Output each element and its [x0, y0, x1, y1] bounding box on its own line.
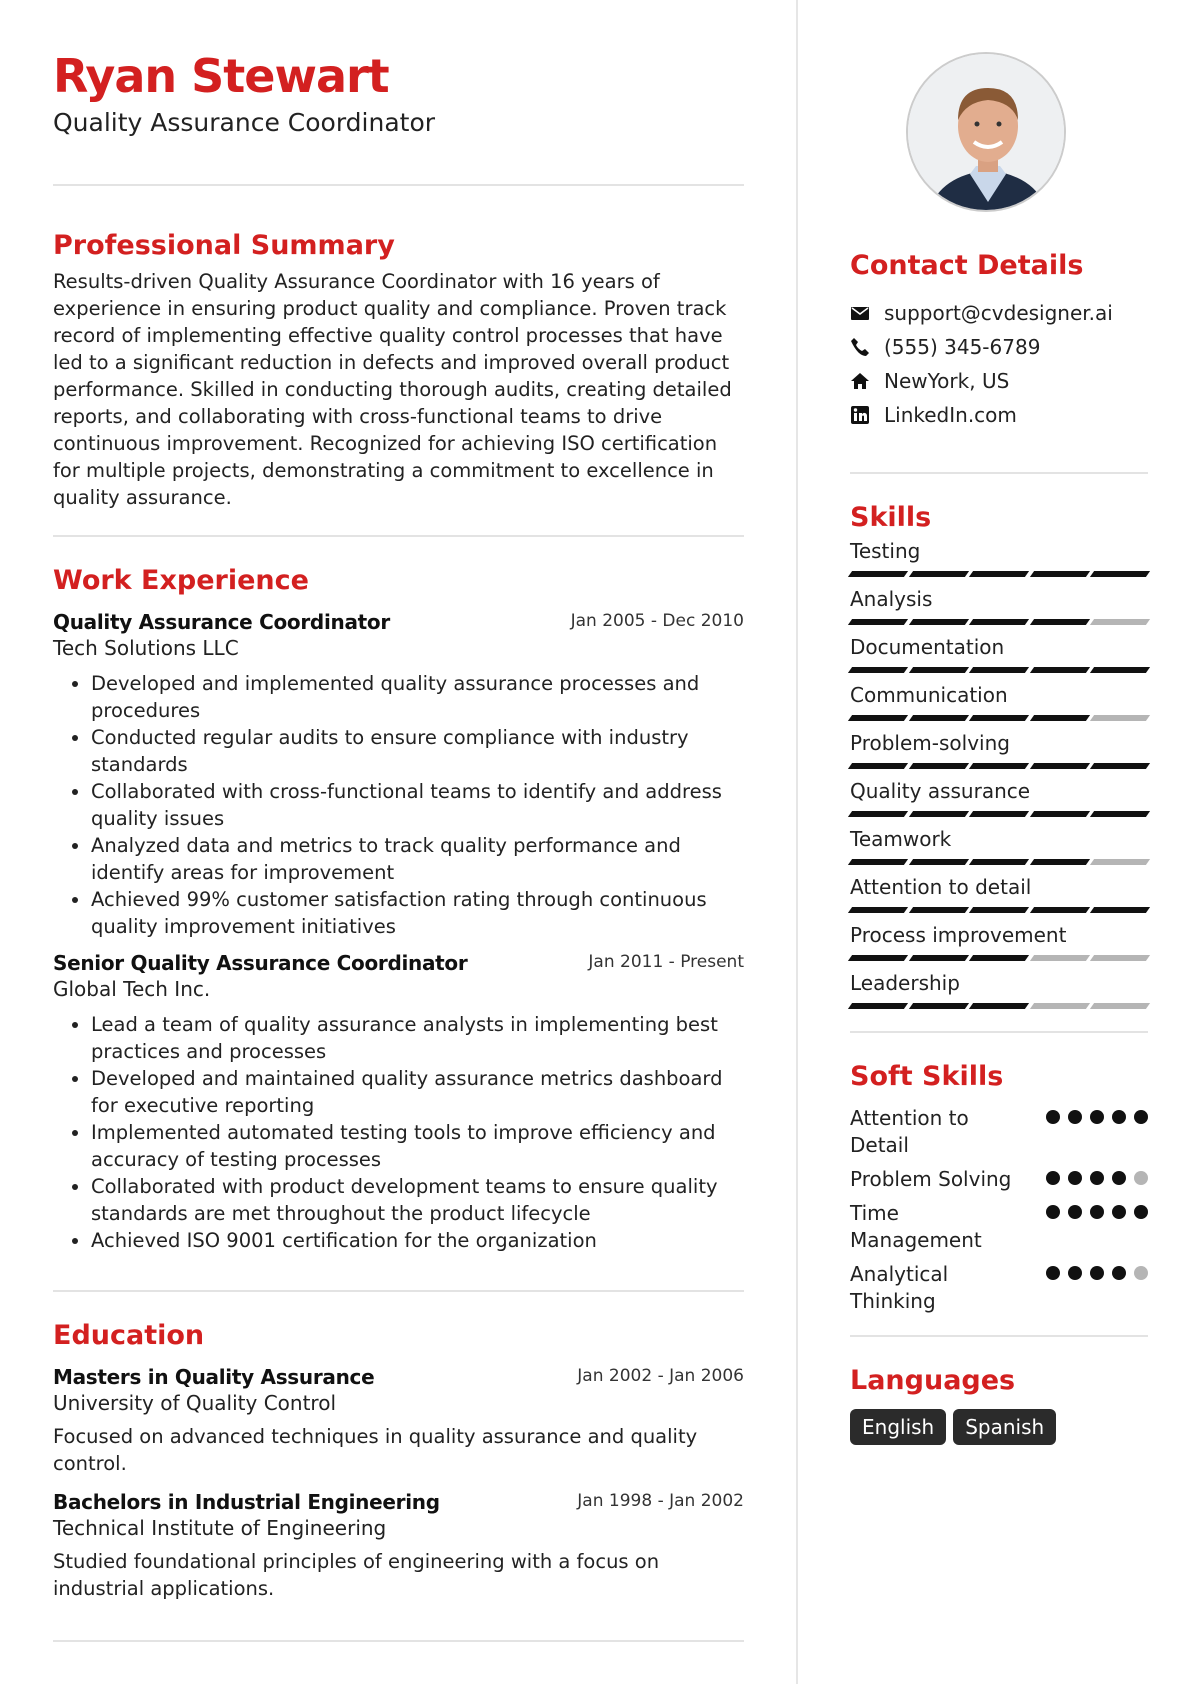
- list-item: • Lead a team of quality assurance analysts in implementing best practices and processes: [91, 1011, 744, 1065]
- education-entry: [53, 1364, 744, 1477]
- rating-dot: [1090, 1266, 1104, 1280]
- rating-dot: [1112, 1266, 1126, 1280]
- skill-item: [850, 538, 1148, 577]
- skill-level-segment: [1030, 763, 1090, 769]
- rating-dot: [1068, 1171, 1082, 1185]
- job-title: Quality Assurance Coordinator: [53, 610, 390, 634]
- skill-level-segment: [1090, 667, 1150, 673]
- skill-level-segment: [1090, 619, 1150, 625]
- job-company: Tech Solutions LLC: [53, 636, 239, 660]
- skill-level-segment: [969, 619, 1029, 625]
- soft-skill-name: Analytical Thinking: [850, 1262, 949, 1313]
- skill-level-segment: [1090, 571, 1150, 577]
- linkedin-icon: [850, 405, 870, 425]
- skill-name: Leadership: [850, 971, 960, 995]
- skill-item: [850, 730, 1148, 769]
- job-title: Senior Quality Assurance Coordinator: [53, 951, 468, 975]
- phone-text: (555) 345-6789: [884, 335, 1041, 359]
- rating-dot: [1046, 1205, 1060, 1219]
- rating-dot: [1112, 1110, 1126, 1124]
- language-badge: Spanish: [953, 1409, 1056, 1445]
- skill-item: [850, 682, 1148, 721]
- skill-level-segment: [969, 571, 1029, 577]
- job-entry: [53, 950, 744, 1254]
- skill-level-segment: [908, 763, 968, 769]
- skill-level-segment: [908, 619, 968, 625]
- rating-dot: [1090, 1110, 1104, 1124]
- rating-dot: [1046, 1266, 1060, 1280]
- skill-name: Process improvement: [850, 923, 1067, 947]
- list-item: • Implemented automated testing tools to improve efficiency and accuracy of testing processes: [91, 1119, 744, 1173]
- location-text: NewYork, US: [884, 369, 1010, 393]
- list-item: • Collaborated with product development teams to ensure quality standards are met throughout the product lifecycle: [91, 1173, 744, 1227]
- email-text: support@cvdesigner.ai: [884, 301, 1113, 325]
- soft-skill-item: [850, 1105, 1148, 1159]
- section-heading: Education: [53, 1320, 205, 1351]
- languages-list: [850, 1409, 1148, 1445]
- soft-skills-section: [850, 1061, 1148, 1315]
- skill-level-segment: [848, 859, 908, 865]
- skill-level-segment: [848, 763, 908, 769]
- rating-dot: [1134, 1205, 1148, 1219]
- soft-skill-item: [850, 1261, 1148, 1315]
- skill-level-bar: [850, 907, 1148, 913]
- list-item: • Conducted regular audits to ensure compliance with industry standards: [91, 724, 744, 778]
- rating-dot: [1046, 1110, 1060, 1124]
- skill-level-segment: [969, 667, 1029, 673]
- skill-item: [850, 778, 1148, 817]
- skill-level-bar: [850, 667, 1148, 673]
- skill-level-segment: [1030, 619, 1090, 625]
- work-section: [53, 565, 744, 1254]
- skill-level-segment: [1030, 1003, 1090, 1009]
- skill-level-segment: [1090, 859, 1150, 865]
- skill-level-segment: [1090, 763, 1150, 769]
- skill-item: [850, 634, 1148, 673]
- section-heading: Languages: [850, 1365, 1016, 1396]
- skill-level-segment: [1090, 811, 1150, 817]
- job-dates: Jan 2005 - Dec 2010: [570, 611, 744, 631]
- education-description: Focused on advanced techniques in quality assurance and quality control.: [53, 1425, 698, 1475]
- skill-level-bar: [850, 763, 1148, 769]
- soft-skill-name: Problem Solving: [850, 1167, 1012, 1191]
- job-company: Global Tech Inc.: [53, 977, 211, 1001]
- skill-item: [850, 826, 1148, 865]
- skill-level-segment: [1090, 907, 1150, 913]
- rating-dot: [1090, 1171, 1104, 1185]
- soft-skill-rating: [1046, 1205, 1148, 1219]
- section-heading: Professional Summary: [53, 230, 395, 261]
- skill-level-segment: [908, 1003, 968, 1009]
- skill-level-segment: [848, 619, 908, 625]
- skill-level-segment: [1030, 907, 1090, 913]
- skill-level-segment: [1030, 667, 1090, 673]
- soft-skill-item: [850, 1200, 1148, 1254]
- skill-level-bar: [850, 619, 1148, 625]
- list-item: • Achieved ISO 9001 certification for the organization: [91, 1227, 744, 1254]
- skill-level-bar: [850, 811, 1148, 817]
- summary-section: [53, 230, 744, 511]
- skill-level-segment: [969, 715, 1029, 721]
- skill-level-segment: [908, 811, 968, 817]
- list-item: • Collaborated with cross-functional teams to identify and address quality issues: [91, 778, 744, 832]
- soft-skill-rating: [1046, 1171, 1148, 1185]
- skill-level-segment: [848, 571, 908, 577]
- skill-level-bar: [850, 571, 1148, 577]
- rating-dot: [1134, 1110, 1148, 1124]
- contact-linkedin: [850, 398, 1148, 432]
- language-badge: English: [850, 1409, 946, 1445]
- contact-section: [850, 250, 1148, 432]
- skill-level-segment: [848, 1003, 908, 1009]
- skill-level-segment: [1030, 715, 1090, 721]
- list-item: • Achieved 99% customer satisfaction rating through continuous quality improvement initiatives: [91, 886, 744, 940]
- skill-level-segment: [1090, 715, 1150, 721]
- school-name: University of Quality Control: [53, 1391, 336, 1415]
- avatar: [908, 54, 1066, 212]
- rating-dot: [1134, 1266, 1148, 1280]
- education-section: [53, 1320, 744, 1602]
- skill-name: Documentation: [850, 635, 1005, 659]
- soft-skill-name: Time Management: [850, 1201, 982, 1252]
- skill-item: [850, 874, 1148, 913]
- main-column: [53, 50, 744, 1642]
- job-bullets: [53, 670, 744, 940]
- soft-skill-rating: [1046, 1266, 1148, 1280]
- skill-level-bar: [850, 955, 1148, 961]
- contact-location: [850, 364, 1148, 398]
- divider: [850, 472, 1148, 474]
- languages-section: [850, 1365, 1148, 1445]
- rating-dot: [1112, 1171, 1126, 1185]
- skill-level-segment: [848, 715, 908, 721]
- education-description: Studied foundational principles of engineering with a focus on industrial applications.: [53, 1550, 660, 1600]
- divider: [850, 1335, 1148, 1337]
- soft-skills-list: [850, 1105, 1148, 1315]
- divider: [850, 1031, 1148, 1033]
- degree-title: Bachelors in Industrial Engineering: [53, 1490, 440, 1514]
- skill-name: Communication: [850, 683, 1008, 707]
- contact-phone: [850, 330, 1148, 364]
- home-icon: [850, 371, 870, 391]
- skill-level-segment: [848, 955, 908, 961]
- skill-level-segment: [1030, 811, 1090, 817]
- divider: [53, 1290, 744, 1292]
- rating-dot: [1112, 1205, 1126, 1219]
- skill-level-segment: [1030, 955, 1090, 961]
- section-heading: Soft Skills: [850, 1061, 1004, 1092]
- skill-name: Teamwork: [850, 827, 952, 851]
- skill-level-segment: [908, 715, 968, 721]
- rating-dot: [1090, 1205, 1104, 1219]
- education-entry: [53, 1489, 744, 1602]
- skill-name: Testing: [850, 539, 921, 563]
- section-heading: Work Experience: [53, 565, 309, 596]
- job-dates: Jan 2011 - Present: [588, 952, 744, 972]
- divider: [53, 535, 744, 537]
- section-heading: Skills: [850, 502, 932, 533]
- skill-level-segment: [969, 763, 1029, 769]
- skill-level-segment: [1090, 955, 1150, 961]
- school-name: Technical Institute of Engineering: [53, 1516, 387, 1540]
- column-divider: [796, 0, 798, 1684]
- skill-level-bar: [850, 1003, 1148, 1009]
- skill-item: [850, 922, 1148, 961]
- divider: [53, 1640, 744, 1642]
- rating-dot: [1046, 1171, 1060, 1185]
- skill-level-segment: [969, 811, 1029, 817]
- list-item: • Developed and implemented quality assurance processes and procedures: [91, 670, 744, 724]
- skills-list: [850, 538, 1148, 1009]
- skill-name: Analysis: [850, 587, 933, 611]
- skill-level-segment: [848, 667, 908, 673]
- envelope-icon: [850, 303, 870, 323]
- section-heading: Contact Details: [850, 250, 1084, 281]
- skill-level-segment: [908, 907, 968, 913]
- skill-level-segment: [1030, 571, 1090, 577]
- rating-dot: [1068, 1266, 1082, 1280]
- skill-level-segment: [969, 955, 1029, 961]
- rating-dot: [1068, 1205, 1082, 1219]
- soft-skill-name: Attention to Detail: [850, 1106, 969, 1157]
- education-dates: Jan 2002 - Jan 2006: [577, 1366, 744, 1386]
- divider: [53, 184, 744, 186]
- rating-dot: [1068, 1110, 1082, 1124]
- skill-level-segment: [908, 571, 968, 577]
- degree-title: Masters in Quality Assurance: [53, 1365, 375, 1389]
- skill-level-segment: [1090, 1003, 1150, 1009]
- sidebar: [850, 52, 1148, 1445]
- skill-level-segment: [969, 859, 1029, 865]
- job-bullets: [53, 1011, 744, 1254]
- list-item: • Developed and maintained quality assurance metrics dashboard for executive reporting: [91, 1065, 744, 1119]
- soft-skill-rating: [1046, 1110, 1148, 1124]
- list-item: • Analyzed data and metrics to track quality performance and identify areas for improvement: [91, 832, 744, 886]
- education-dates: Jan 1998 - Jan 2002: [577, 1491, 744, 1511]
- skill-name: Problem-solving: [850, 731, 1010, 755]
- rating-dot: [1134, 1171, 1148, 1185]
- skill-name: Attention to detail: [850, 875, 1032, 899]
- skill-level-segment: [908, 859, 968, 865]
- skill-level-bar: [850, 859, 1148, 865]
- skill-level-segment: [908, 955, 968, 961]
- skill-level-segment: [969, 907, 1029, 913]
- profile-photo: [906, 52, 1066, 212]
- skill-level-segment: [848, 811, 908, 817]
- skill-level-bar: [850, 715, 1148, 721]
- contact-email: [850, 296, 1148, 330]
- skill-level-segment: [848, 907, 908, 913]
- skill-name: Quality assurance: [850, 779, 1031, 803]
- job-entry: [53, 609, 744, 940]
- skill-level-segment: [969, 1003, 1029, 1009]
- skill-level-segment: [1030, 859, 1090, 865]
- skills-section: [850, 502, 1148, 1009]
- soft-skill-item: [850, 1166, 1148, 1193]
- skill-item: [850, 970, 1148, 1009]
- candidate-name: Ryan Stewart: [53, 49, 389, 103]
- skill-item: [850, 586, 1148, 625]
- candidate-title: Quality Assurance Coordinator: [53, 108, 436, 137]
- skill-level-segment: [908, 667, 968, 673]
- summary-text: Results-driven Quality Assurance Coordinator with 16 years of experience in ensuring product quality and compliance. Proven track record of implementing effective quality control processes that have led to a significant reduction in defects and improved overall product performance. Skilled in conducting thorough audits, creating detailed reports, and collaborating with cross-functional teams to drive continuous improvement. Recognized for achieving ISO certification for multiple projects, demonstrating a commitment to excellence in quality assurance.: [53, 270, 732, 509]
- linkedin-text[interactable]: LinkedIn.com: [884, 403, 1017, 427]
- phone-icon: [850, 337, 870, 357]
